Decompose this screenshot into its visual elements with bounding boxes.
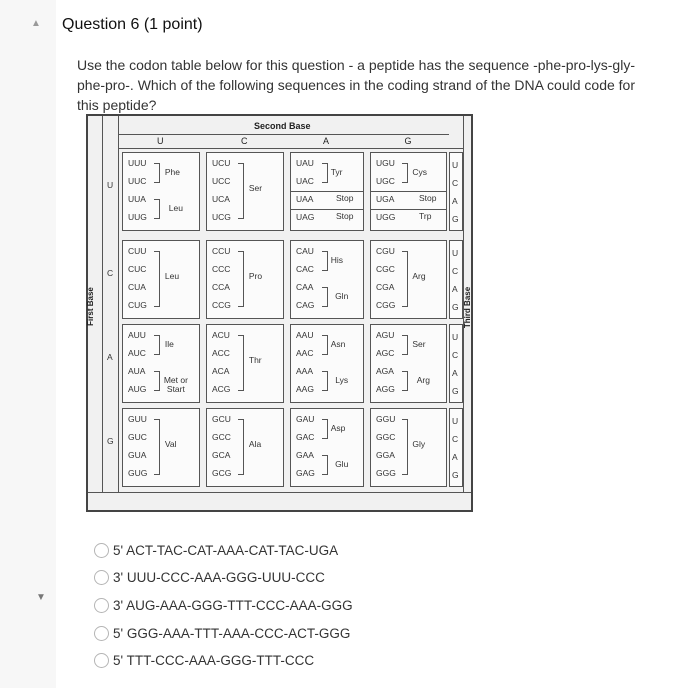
third-base-g: G <box>452 470 459 480</box>
aa-bracket <box>154 163 160 183</box>
amino-acid-label: Cys <box>412 167 427 177</box>
codon-label: GGU <box>376 414 396 424</box>
third-base-u: U <box>452 248 459 258</box>
aa-bracket <box>402 163 408 183</box>
aa-bracket <box>402 335 408 355</box>
footer-line <box>88 492 471 493</box>
third-base-a: A <box>452 196 458 206</box>
answer-option-3[interactable] <box>94 595 353 615</box>
codon-label: ACG <box>212 384 231 394</box>
amino-acid-label: Leu <box>168 203 183 213</box>
third-base-a: A <box>452 284 458 294</box>
amino-acid-label: Tyr <box>330 167 343 177</box>
answer-option-label: 3' AUG-AAA-GGG-TTT-CCC-AAA-GGG <box>113 597 353 613</box>
codon-label: CGG <box>376 300 396 310</box>
radio-button[interactable] <box>94 653 109 668</box>
first-base-g: G <box>107 436 114 446</box>
codon-label: GUC <box>128 432 147 442</box>
answer-option-label: 3' UUU-CCC-AAA-GGG-UUU-CCC <box>113 569 325 585</box>
third-base-a: A <box>452 368 458 378</box>
amino-acid-label: Stop <box>419 193 437 203</box>
codon-label: UAU <box>296 158 314 168</box>
codon-label: UCA <box>212 194 230 204</box>
third-base-g: G <box>452 386 459 396</box>
stop-divider <box>290 191 364 192</box>
codon-label: GGA <box>376 450 395 460</box>
answer-option-2[interactable] <box>94 567 325 587</box>
radio-button[interactable] <box>94 598 109 613</box>
codon-label: AGG <box>376 384 395 394</box>
codon-label: AAU <box>296 330 314 340</box>
codon-label: AUG <box>128 384 147 394</box>
codon-label: CCA <box>212 282 230 292</box>
codon-label: CUC <box>128 264 147 274</box>
codon-label: CGA <box>376 282 395 292</box>
codon-label: UUC <box>128 176 147 186</box>
amino-acid-label: Stop <box>336 193 354 203</box>
stop-divider <box>290 209 364 210</box>
third-base-u: U <box>452 416 459 426</box>
first-base-u: U <box>107 180 114 190</box>
codon-label: CAC <box>296 264 314 274</box>
codon-label: AAG <box>296 384 314 394</box>
codon-label: CCC <box>212 264 231 274</box>
third-base-a: A <box>452 452 458 462</box>
amino-acid-label: Glu <box>335 459 349 469</box>
question-points: (1 point) <box>143 16 203 33</box>
codon-label: ACC <box>212 348 230 358</box>
codon-label: GCU <box>212 414 231 424</box>
amino-acid-label: Thr <box>248 355 262 365</box>
codon-label: CCU <box>212 246 231 256</box>
radio-button[interactable] <box>94 626 109 641</box>
codon-label: AUA <box>128 366 146 376</box>
amino-acid-label: Leu <box>164 271 180 281</box>
codon-label: GCA <box>212 450 231 460</box>
amino-acid-label: Val <box>164 439 177 449</box>
codon-label: UCG <box>212 212 231 222</box>
amino-acid-label: Gln <box>335 291 349 301</box>
codon-label: UUG <box>128 212 147 222</box>
codon-label: AGU <box>376 330 395 340</box>
aa-bracket <box>154 419 160 475</box>
aa-bracket <box>238 419 244 475</box>
third-base-c: C <box>452 350 459 360</box>
codon-label: UGA <box>376 194 395 204</box>
amino-acid-label: Met or Start <box>163 375 188 394</box>
aa-bracket <box>154 335 160 355</box>
first-base-c: C <box>107 268 114 278</box>
codon-label: GAC <box>296 432 315 442</box>
question-title <box>62 16 203 34</box>
amino-acid-label: Phe <box>164 167 181 177</box>
codon-label: AGA <box>376 366 394 376</box>
aa-bracket <box>402 419 408 475</box>
aa-bracket <box>322 419 328 439</box>
amino-acid-label: Asn <box>330 339 346 349</box>
amino-acid-label: Ala <box>248 439 262 449</box>
codon-label: CAA <box>296 282 314 292</box>
aa-bracket <box>238 163 244 219</box>
stop-divider <box>370 191 447 192</box>
first-base-a: A <box>107 352 113 362</box>
codon-label: UUA <box>128 194 146 204</box>
stop-divider <box>370 209 447 210</box>
codon-label: CUG <box>128 300 147 310</box>
codon-label: ACA <box>212 366 230 376</box>
codon-label: CUA <box>128 282 146 292</box>
first-base-label: First Base <box>85 287 95 326</box>
amino-acid-label: Ser <box>248 183 263 193</box>
amino-acid-label: Arg <box>416 375 430 385</box>
amino-acid-label: Ser <box>412 339 426 349</box>
third-base-c: C <box>452 266 459 276</box>
collapse-arrow-icon[interactable]: ▲ <box>31 18 41 29</box>
answer-option-5[interactable] <box>94 650 314 670</box>
codon-label: GUG <box>128 468 148 478</box>
amino-acid-label: Gly <box>412 439 426 449</box>
codon-label: AUU <box>128 330 146 340</box>
codon-label: UAA <box>296 194 314 204</box>
aa-bracket <box>238 335 244 391</box>
codon-label: GCC <box>212 432 231 442</box>
answer-option-label: 5' ACT-TAC-CAT-AAA-CAT-TAC-UGA <box>113 542 339 558</box>
codon-label: UGG <box>376 212 396 222</box>
aa-bracket <box>322 251 328 271</box>
second-base-u: U <box>157 136 164 146</box>
left-col-line <box>102 116 103 492</box>
codon-label: GCG <box>212 468 232 478</box>
radio-button[interactable] <box>94 543 109 558</box>
codon-label: AAA <box>296 366 314 376</box>
codon-label: UCC <box>212 176 231 186</box>
answer-option-4[interactable] <box>94 623 350 643</box>
amino-acid-label: Lys <box>335 375 349 385</box>
amino-acid-label: Ile <box>164 339 174 349</box>
amino-acid-label: Arg <box>412 271 426 281</box>
codon-label: AAC <box>296 348 314 358</box>
answer-option-1[interactable] <box>94 540 338 560</box>
aa-bracket <box>238 251 244 307</box>
codon-label: CCG <box>212 300 231 310</box>
second-base-a: A <box>323 136 330 146</box>
third-base-u: U <box>452 332 459 342</box>
codon-label: GAU <box>296 414 315 424</box>
codon-label: GUU <box>128 414 147 424</box>
codon-label: GUA <box>128 450 147 460</box>
amino-acid-label: Stop <box>336 211 354 221</box>
codon-label: CGU <box>376 246 395 256</box>
nav-arrow-icon[interactable]: ▼ <box>36 592 46 603</box>
third-base-c: C <box>452 178 459 188</box>
codon-label: UCU <box>212 158 231 168</box>
aa-bracket <box>322 335 328 355</box>
third-base-g: G <box>452 214 459 224</box>
codon-table-figure <box>86 114 473 512</box>
question-text: Use the codon table below for this question - a peptide has the sequence -phe-pro-lys-gly-phe-pro-. Which of the following sequences in the coding strand of the DNA could code for this peptide? <box>77 57 635 113</box>
codon-label: GAA <box>296 450 314 460</box>
codon-label: UGC <box>376 176 395 186</box>
codon-label: CGC <box>376 264 395 274</box>
amino-acid-label: His <box>330 255 343 265</box>
left-sidebar <box>0 0 56 688</box>
third-base-g: G <box>452 302 459 312</box>
codon-label: UAG <box>296 212 315 222</box>
codon-label: ACU <box>212 330 230 340</box>
amino-acid-label: Asp <box>330 423 346 433</box>
aa-bracket <box>322 163 328 183</box>
codon-label: UUU <box>128 158 147 168</box>
codon-label: UAC <box>296 176 314 186</box>
second-base-c: C <box>241 136 248 146</box>
answer-option-label: 5' TTT-CCC-AAA-GGG-TTT-CCC <box>113 652 315 668</box>
amino-acid-label: Pro <box>248 271 263 281</box>
codon-label: GGC <box>376 432 396 442</box>
codon-label: UGU <box>376 158 395 168</box>
question-number: Question 6 <box>62 16 140 33</box>
header-bottom-line <box>118 148 463 149</box>
second-base-label: Second Base <box>254 121 311 131</box>
aa-bracket <box>402 251 408 307</box>
amino-acid-label: Trp <box>419 211 432 221</box>
second-base-g: G <box>404 136 412 146</box>
aa-bracket <box>154 251 160 307</box>
codon-label: GGG <box>376 468 396 478</box>
third-base-c: C <box>452 434 459 444</box>
codon-label: AGC <box>376 348 395 358</box>
third-base-u: U <box>452 160 459 170</box>
codon-label: GAG <box>296 468 315 478</box>
codon-label: CAG <box>296 300 315 310</box>
radio-button[interactable] <box>94 570 109 585</box>
codon-label: CAU <box>296 246 314 256</box>
left-col-line-2 <box>118 116 119 492</box>
answer-option-label: 5' GGG-AAA-TTT-AAA-CCC-ACT-GGG <box>113 625 351 641</box>
header-divider <box>118 134 449 135</box>
third-base-label: Third Base <box>463 286 473 329</box>
codon-label: CUU <box>128 246 147 256</box>
codon-label: AUC <box>128 348 146 358</box>
